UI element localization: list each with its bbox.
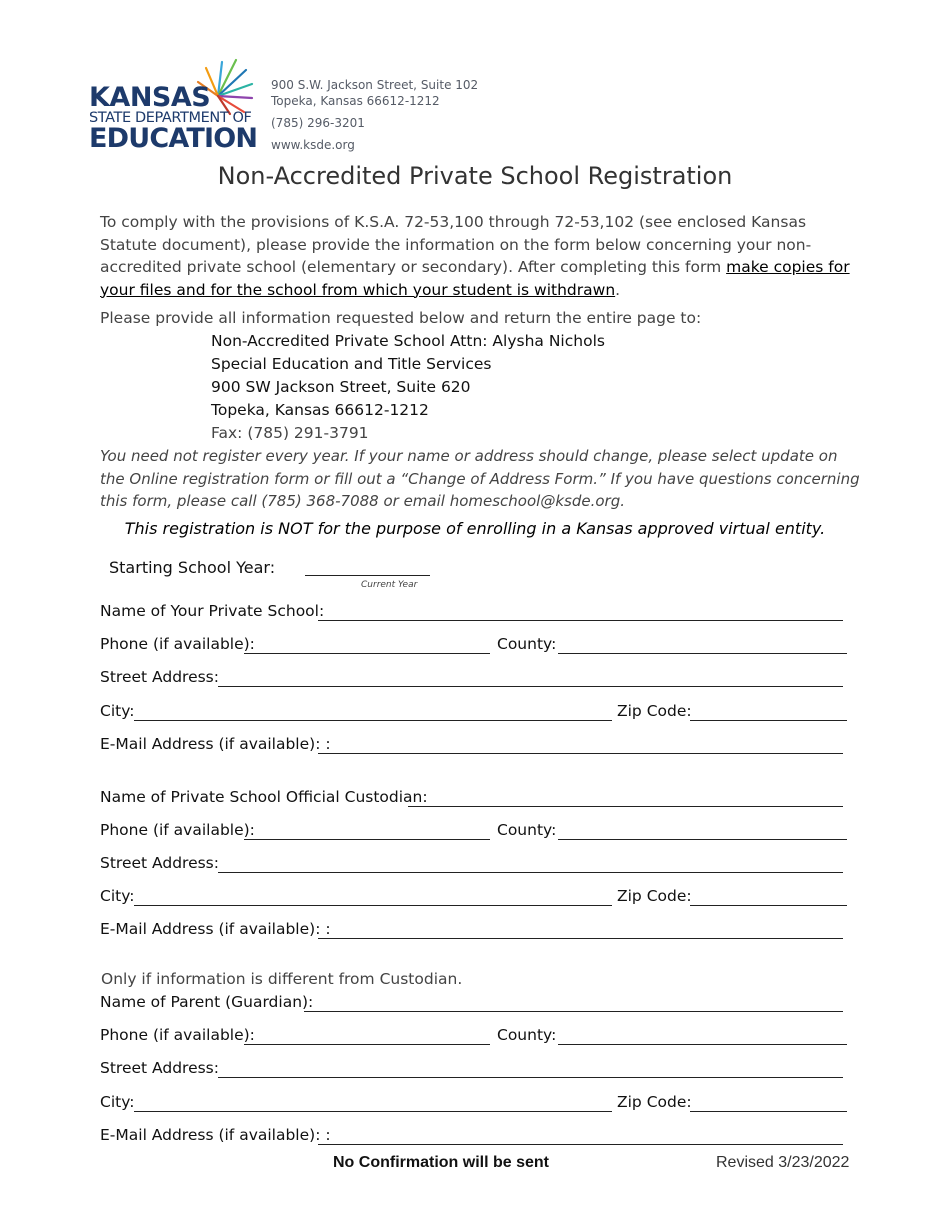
school-county-label: County: bbox=[497, 635, 557, 653]
parent-county-field[interactable] bbox=[558, 1044, 847, 1045]
mailing-line-4: Topeka, Kansas 66612-1212 bbox=[211, 401, 429, 419]
page-title: Non-Accredited Private School Registration bbox=[217, 162, 733, 190]
parent-name-label: Name of Parent (Guardian): bbox=[100, 993, 314, 1011]
parent-name-field[interactable] bbox=[304, 1011, 843, 1012]
parent-county-label: County: bbox=[497, 1026, 557, 1044]
contact-street: 900 S.W. Jackson Street, Suite 102 bbox=[271, 78, 479, 92]
school-county-field[interactable] bbox=[558, 653, 847, 654]
custodian-street-label: Street Address: bbox=[100, 854, 219, 872]
school-city-field[interactable] bbox=[134, 720, 612, 721]
school-phone-label: Phone (if available): bbox=[100, 635, 255, 653]
parent-email-field[interactable] bbox=[318, 1144, 843, 1145]
school-email-label: E-Mail Address (if available): : bbox=[100, 735, 331, 753]
parent-street-label: Street Address: bbox=[100, 1059, 219, 1077]
school-phone-field[interactable] bbox=[244, 653, 490, 654]
custodian-email-label: E-Mail Address (if available): : bbox=[100, 920, 331, 938]
custodian-email-field[interactable] bbox=[318, 938, 843, 939]
contact-city: Topeka, Kansas 66612-1212 bbox=[271, 94, 440, 108]
custodian-phone-label: Phone (if available): bbox=[100, 821, 255, 839]
school-street-label: Street Address: bbox=[100, 668, 219, 686]
parent-section-note: Only if information is different from Custodian. bbox=[101, 970, 463, 988]
custodian-street-field[interactable] bbox=[218, 872, 843, 873]
school-street-field[interactable] bbox=[218, 686, 843, 687]
mailing-line-2: Special Education and Title Services bbox=[211, 355, 492, 373]
custodian-phone-field[interactable] bbox=[244, 839, 490, 840]
revision-date: Revised 3/23/2022 bbox=[716, 1154, 850, 1171]
parent-email-label: E-Mail Address (if available): : bbox=[100, 1126, 331, 1144]
return-instructions: Please provide all information requested below and return the entire page to: bbox=[100, 309, 702, 327]
parent-city-field[interactable] bbox=[134, 1111, 612, 1112]
parent-zip-label: Zip Code: bbox=[617, 1093, 692, 1111]
contact-phone: (785) 296-3201 bbox=[271, 116, 365, 130]
logo-department: STATE DEPARTMENT OF bbox=[89, 110, 252, 126]
mailing-fax: Fax: (785) 291-3791 bbox=[211, 424, 369, 442]
logo-kansas: KANSAS bbox=[89, 82, 211, 113]
registration-note: You need not register every year. If your name or address should change, please select update on the Online registration form or fill out a “Change of Address Form.” If you have questions concerning this form, please call (785) 368-7088 or email homeschool@ksde.org. bbox=[100, 447, 860, 510]
parent-phone-field[interactable] bbox=[244, 1044, 490, 1045]
custodian-zip-field[interactable] bbox=[690, 905, 847, 906]
logo-education: EDUCATION bbox=[89, 123, 258, 154]
mailing-line-1: Non-Accredited Private School Attn: Alysha Nichols bbox=[211, 332, 605, 350]
school-city-label: City: bbox=[100, 702, 135, 720]
mailing-line-3: 900 SW Jackson Street, Suite 620 bbox=[211, 378, 471, 396]
parent-zip-field[interactable] bbox=[690, 1111, 847, 1112]
custodian-name-field[interactable] bbox=[408, 806, 843, 807]
contact-web[interactable]: www.ksde.org bbox=[271, 138, 355, 152]
virtual-entity-warning: This registration is NOT for the purpose of enrolling in a Kansas approved virtual entity. bbox=[124, 519, 826, 538]
school-email-field[interactable] bbox=[318, 753, 843, 754]
school-name-label: Name of Your Private School: bbox=[100, 602, 325, 620]
parent-street-field[interactable] bbox=[218, 1077, 843, 1078]
starting-year-label: Starting School Year: bbox=[109, 558, 276, 577]
custodian-county-field[interactable] bbox=[558, 839, 847, 840]
no-confirmation-notice: No Confirmation will be sent bbox=[333, 1154, 550, 1171]
custodian-city-label: City: bbox=[100, 887, 135, 905]
custodian-zip-label: Zip Code: bbox=[617, 887, 692, 905]
intro-paragraph bbox=[100, 211, 860, 301]
intro-underlined: make copies for your files and for the school from which your student is withdrawn bbox=[100, 258, 850, 299]
custodian-county-label: County: bbox=[497, 821, 557, 839]
intro-end: . bbox=[615, 280, 621, 299]
parent-phone-label: Phone (if available): bbox=[100, 1026, 255, 1044]
school-name-field[interactable] bbox=[318, 620, 843, 621]
current-year-caption: Current Year bbox=[361, 580, 418, 590]
intro-text: To comply with the provisions of K.S.A. 72-53,100 through 72-53,102 (see enclosed Kansas Statute document), please provide the information on the form below concerning your non-accredited private school (elementary or secondary). After completing this form bbox=[100, 213, 812, 276]
school-zip-label: Zip Code: bbox=[617, 702, 692, 720]
parent-city-label: City: bbox=[100, 1093, 135, 1111]
school-zip-field[interactable] bbox=[690, 720, 847, 721]
starting-year-field[interactable] bbox=[305, 575, 430, 576]
custodian-name-label: Name of Private School Official Custodian: bbox=[100, 788, 428, 806]
custodian-city-field[interactable] bbox=[134, 905, 612, 906]
